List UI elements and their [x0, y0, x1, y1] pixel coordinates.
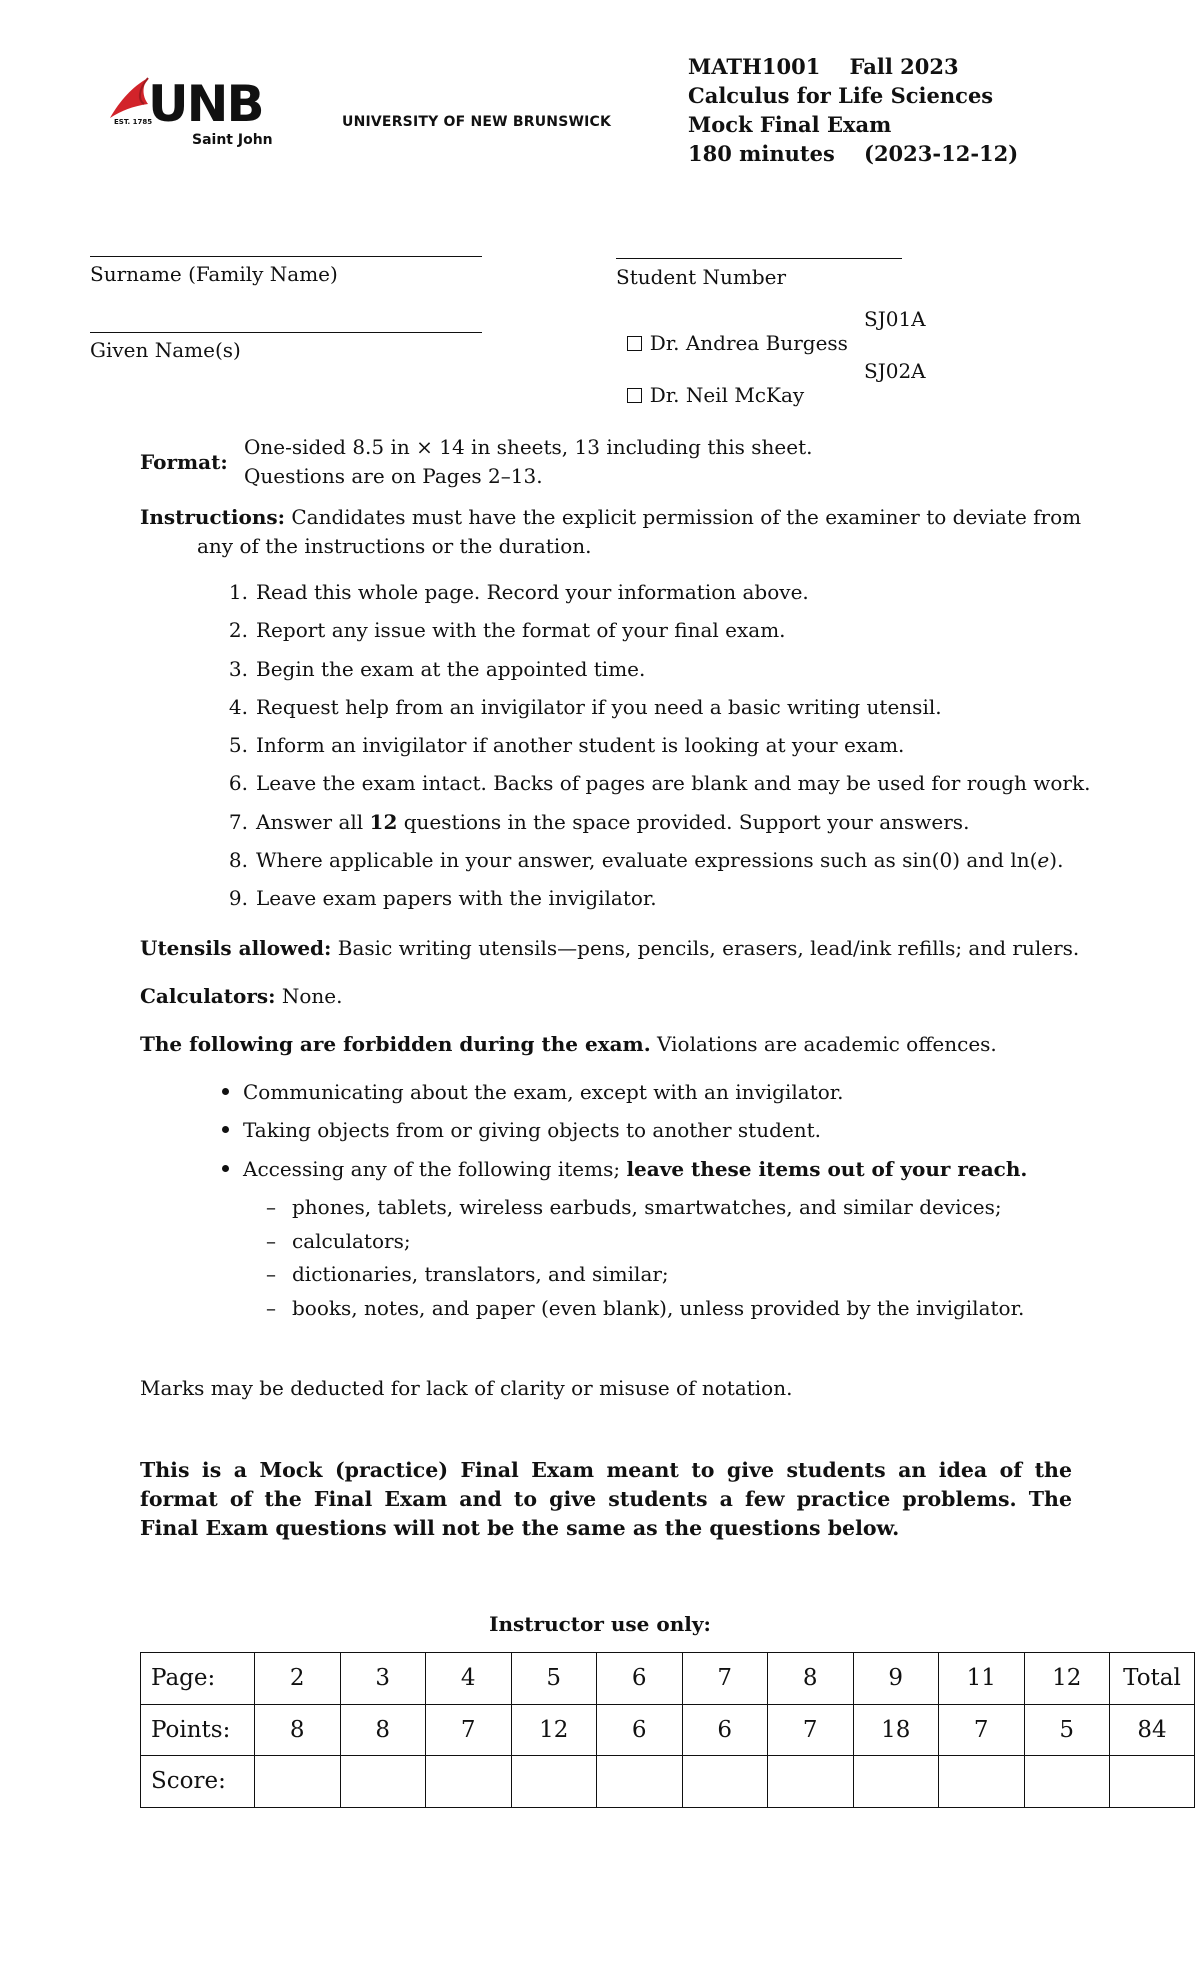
section-code: SJ01A — [864, 307, 926, 331]
dash-icon: – — [266, 1262, 276, 1286]
forbidden-label: The following are forbidden during the exam. — [140, 1032, 651, 1056]
list-item: – books, notes, and paper (even blank), unless provided by the invigilator. — [266, 1294, 1024, 1328]
university-name: UNIVERSITY OF NEW BRUNSWICK — [342, 114, 612, 130]
surname-line[interactable] — [90, 256, 482, 257]
dash-icon: – — [266, 1295, 276, 1320]
instructor-name: Dr. Andrea Burgess — [649, 331, 848, 355]
list-item: 2. Report any issue with the format of your final exam. — [228, 618, 786, 643]
format-label: Format: — [140, 450, 228, 474]
list-item: 3. Begin the exam at the appointed time. — [228, 656, 646, 681]
table-row — [141, 1704, 1195, 1756]
points-cell: 7 — [768, 1704, 854, 1756]
list-item: – phones, tablets, wireless earbuds, smartwatches, and similar devices; — [266, 1193, 1024, 1227]
score-cell[interactable] — [255, 1756, 341, 1808]
score-cell[interactable] — [853, 1756, 939, 1808]
score-cell[interactable] — [511, 1756, 597, 1808]
section-option-2[interactable] — [614, 359, 926, 407]
utensils-allowed — [140, 934, 1079, 963]
list-item: 5. Inform an invigilator if another student is looking at your exam. — [228, 733, 905, 758]
bullet-icon — [222, 1126, 229, 1133]
list-item: 6. Leave the exam intact. Backs of pages are blank and may be used for rough work. — [228, 771, 1091, 796]
logo-wordmark: UNB — [148, 75, 263, 133]
marks-note: Marks may be deducted for lack of clarity or misuse of notation. — [140, 1376, 793, 1400]
bullet-icon — [222, 1165, 229, 1172]
list-item: 8. Where applicable in your answer, evaluate expressions such as sin(0) and ln(e). — [228, 848, 1064, 873]
dash-icon: – — [266, 1195, 276, 1219]
list-item: Communicating about the exam, except with an invigilator. — [222, 1078, 1027, 1116]
forbidden-list — [222, 1078, 1027, 1193]
utensils-label: Utensils allowed: — [140, 936, 332, 960]
points-cell: 8 — [340, 1704, 426, 1756]
format-line-1: One-sided 8.5 in × 14 in sheets, 13 including this sheet. — [244, 435, 813, 459]
points-cell: 5 — [1024, 1704, 1110, 1756]
format-line-2: Questions are on Pages 2–13. — [244, 464, 543, 488]
page-cell: 12 — [1024, 1653, 1110, 1705]
instructions-intro — [140, 503, 1081, 532]
instructions-label: Instructions: — [140, 505, 286, 529]
dash-icon: – — [266, 1228, 276, 1253]
score-cell[interactable] — [768, 1756, 854, 1808]
instructor-name: Dr. Neil McKay — [649, 383, 805, 407]
score-cell[interactable] — [1110, 1756, 1195, 1808]
page-cell: 11 — [939, 1653, 1025, 1705]
exam-title: Mock Final Exam — [688, 112, 892, 137]
forbidden-heading — [140, 1030, 997, 1059]
score-cell[interactable] — [939, 1756, 1025, 1808]
course-code-term: MATH1001 Fall 2023 — [688, 54, 959, 79]
page-cell: 7 — [682, 1653, 768, 1705]
score-cell[interactable] — [340, 1756, 426, 1808]
student-number-line[interactable] — [616, 258, 902, 259]
logo-campus: Saint John — [192, 132, 273, 148]
page-cell: 4 — [426, 1653, 512, 1705]
row-label: Score: — [141, 1756, 255, 1808]
points-cell: 8 — [255, 1704, 341, 1756]
page-cell: 5 — [511, 1653, 597, 1705]
exam-duration-date: 180 minutes (2023-12-12) — [688, 141, 1019, 166]
bullet-icon — [222, 1088, 229, 1095]
calculators-text: None. — [281, 984, 343, 1008]
score-cell[interactable] — [1024, 1756, 1110, 1808]
utensils-text: Basic writing utensils—pens, pencils, erasers, lead/ink refills; and rulers. — [337, 936, 1080, 960]
unb-logo — [108, 74, 278, 152]
row-label: Page: — [141, 1653, 255, 1705]
points-cell: 7 — [426, 1704, 512, 1756]
student-number-label: Student Number — [616, 265, 787, 289]
table-row — [141, 1653, 1195, 1705]
page-cell: 8 — [768, 1653, 854, 1705]
points-cell: 12 — [511, 1704, 597, 1756]
page-cell: 9 — [853, 1653, 939, 1705]
list-item: 4. Request help from an invigilator if you need a basic writing utensil. — [228, 694, 942, 719]
page-cell: 6 — [597, 1653, 683, 1705]
score-cell[interactable] — [682, 1756, 768, 1808]
given-name-line[interactable] — [90, 332, 482, 333]
logo-established: EST. 1785 — [114, 118, 153, 126]
forbidden-items-list — [266, 1193, 1024, 1327]
course-title: Calculus for Life Sciences — [688, 83, 994, 108]
section-code: SJ02A — [864, 359, 926, 383]
forbidden-text: Violations are academic offences. — [657, 1032, 997, 1056]
table-row — [141, 1756, 1195, 1808]
list-item: – calculators; — [266, 1227, 1024, 1261]
page-cell: 3 — [340, 1653, 426, 1705]
mock-exam-note: This is a Mock (practice) Final Exam meant to give students an idea of the format of the Final Exam and to give students a few practice problems. The Final Exam questions will not be the same as the questions below. — [140, 1458, 1072, 1540]
given-name-label: Given Name(s) — [90, 338, 241, 362]
instructions-list — [216, 578, 1090, 923]
section-option-1[interactable] — [614, 307, 926, 355]
list-item: Accessing any of the following items; leave these items out of your reach. — [222, 1155, 1027, 1193]
calculators-rule — [140, 982, 343, 1011]
calculators-label: Calculators: — [140, 984, 276, 1008]
points-cell: 84 — [1110, 1704, 1195, 1756]
points-cell: 18 — [853, 1704, 939, 1756]
list-item: 1. Read this whole page. Record your information above. — [228, 580, 809, 604]
surname-label: Surname (Family Name) — [90, 262, 338, 286]
course-info — [688, 52, 1018, 168]
table-caption: Instructor use only: — [489, 1612, 711, 1636]
score-table — [140, 1652, 1195, 1808]
score-cell[interactable] — [426, 1756, 512, 1808]
page-cell: Total — [1110, 1653, 1195, 1705]
list-item: 7. Answer all 12 questions in the space provided. Support your answers. — [228, 809, 970, 834]
score-cell[interactable] — [597, 1756, 683, 1808]
checkbox-icon[interactable] — [627, 388, 642, 403]
list-item: – dictionaries, translators, and similar; — [266, 1260, 1024, 1294]
list-item: Taking objects from or giving objects to another student. — [222, 1116, 1027, 1154]
page-cell: 2 — [255, 1653, 341, 1705]
checkbox-icon[interactable] — [627, 336, 642, 351]
instructions-text-2: any of the instructions or the duration. — [197, 534, 592, 558]
list-item: 9. Leave exam papers with the invigilator. — [228, 886, 657, 911]
instructions-text-1: Candidates must have the explicit permission of the examiner to deviate from — [291, 505, 1082, 529]
points-cell: 7 — [939, 1704, 1025, 1756]
row-label: Points: — [141, 1704, 255, 1756]
points-cell: 6 — [682, 1704, 768, 1756]
points-cell: 6 — [597, 1704, 683, 1756]
